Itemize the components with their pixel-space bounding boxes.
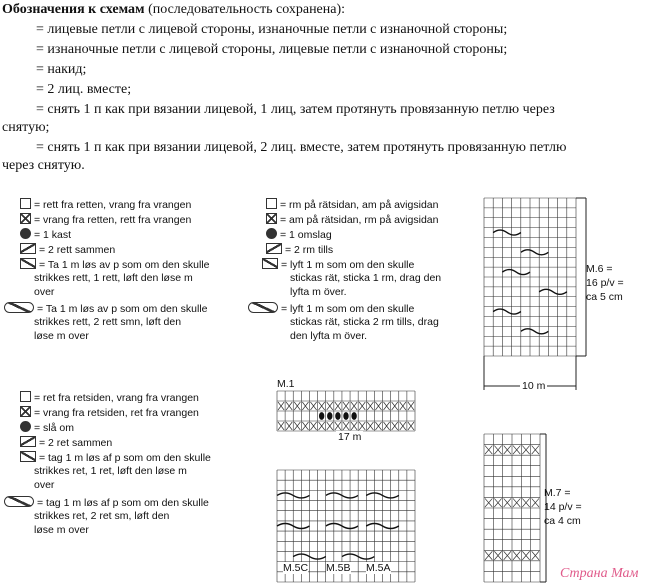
purl-symbol-icon	[266, 213, 277, 224]
ru-line-4: = 2 лиц. вместе;	[36, 82, 132, 97]
legend-dk-yo: = slå om	[20, 421, 74, 435]
chart-m6-caption	[586, 262, 624, 304]
legend-dk-skpo-2: strikkes ret, 1 ret, løft den løse m	[34, 465, 187, 477]
legend-dk-sk2po-3: løse m over	[34, 524, 89, 536]
k2tog-icon	[20, 243, 36, 254]
chart-m7-grid	[484, 434, 540, 584]
legend-no-sk2po-2: strikkes rett, 2 rett smn, løft den	[34, 316, 182, 328]
chart-m5b-label: M.5B	[326, 562, 351, 574]
chart-m6-width: 10 m	[522, 380, 546, 392]
legend-se-skpo-3: lyfta m över.	[290, 286, 347, 298]
legend-dk-k2tog: = 2 ret sammen	[20, 436, 112, 450]
ru-line-2: = изнаночные петли с лицевой стороны, лицевые петли с изнаночной стороны;	[36, 42, 508, 57]
skpo-icon	[20, 451, 36, 462]
legend-no-knit: = rett fra retten, vrang fra vrangen	[20, 198, 191, 212]
legend-se-purl: = am på rätsidan, rm på avigsidan	[266, 213, 438, 227]
knit-symbol-icon	[20, 198, 31, 209]
legend-dk-purl: = vrang fra retsiden, ret fra vrangen	[20, 406, 199, 420]
chart-m1-grid	[277, 391, 415, 431]
legend-no-skpo: = Ta 1 m løs av p som om den skulle	[20, 258, 210, 272]
knit-symbol-icon	[266, 198, 277, 209]
ru-title-note: (последовательность сохранена):	[148, 2, 346, 17]
legend-no-purl: = vrang fra retten, rett fra vrangen	[20, 213, 191, 227]
ru-line-1: = лицевые петли с лицевой стороны, изнаночные петли с изнаночной стороны;	[36, 22, 508, 37]
chart-m6-bracket	[576, 198, 588, 356]
yarn-over-icon	[266, 228, 277, 239]
yarn-over-icon	[20, 228, 31, 239]
legend-dk-sk2po-2: strikkes ret, 2 ret sm, løft den	[34, 510, 170, 522]
k2tog-icon	[266, 243, 282, 254]
chart-m5c-label: M.5C	[283, 562, 309, 574]
legend-se-knit: = rm på rätsidan, am på avigsidan	[266, 198, 438, 212]
legend-se-yo: = 1 omslag	[266, 228, 332, 242]
ru-title: Обозначения к схемам	[2, 2, 145, 17]
legend-se-k2tog: = 2 rm tills	[266, 243, 333, 257]
chart-m7-label: M.7 =	[544, 487, 571, 499]
legend-se-sk2po-3: den lyfta m över.	[290, 330, 368, 342]
chart-m5a-label: M.5A	[366, 562, 391, 574]
chart-m6-grid	[484, 198, 576, 356]
purl-symbol-icon	[20, 406, 31, 417]
chart-m6-rows: 16 p/v =	[586, 277, 624, 289]
ru-line-3: = накид;	[36, 62, 87, 77]
legend-no-k2tog: = 2 rett sammen	[20, 243, 115, 257]
legend-se-sk2po-2: stickas rät, sticka 2 rm tills, drag	[290, 316, 439, 328]
sk2po-icon	[4, 496, 34, 507]
chart-m7-size: ca 4 cm	[544, 515, 581, 527]
chart-m1-label: M.1	[277, 378, 295, 390]
watermark-text: Страна Мам	[560, 566, 639, 581]
legend-no-sk2po: = Ta 1 m løs av p som om den skulle	[4, 302, 208, 316]
legend-no-yo: = 1 kast	[20, 228, 71, 242]
chart-m7-rows: 14 p/v =	[544, 501, 582, 513]
ru-line-5: = снять 1 п как при вязании лицевой, 1 лиц, затем протянуть провязанную петлю через	[36, 102, 555, 117]
chart-m6-label: M.6 =	[586, 263, 613, 275]
legend-dk-skpo-3: over	[34, 479, 55, 491]
chart-m6-size: ca 5 cm	[586, 291, 623, 303]
legend-se-sk2po: = lyft 1 m som om den skulle	[248, 302, 414, 316]
yarn-over-icon	[20, 421, 31, 432]
sk2po-icon	[4, 302, 34, 313]
chart-m7-caption	[544, 486, 582, 528]
skpo-icon	[262, 258, 278, 269]
ru-title-line	[2, 2, 345, 18]
legend-se-skpo: = lyft 1 m som om den skulle	[262, 258, 414, 272]
legend-dk-knit: = ret fra retsiden, vrang fra vrangen	[20, 391, 199, 405]
purl-symbol-icon	[20, 213, 31, 224]
legend-no-sk2po-3: løse m over	[34, 330, 89, 342]
legend-dk-sk2po: = tag 1 m løs af p som om den skulle	[4, 496, 209, 510]
legend-no-skpo-2: strikkes rett, 1 rett, løft den løse m	[34, 272, 193, 284]
ru-line-8: через снятую.	[2, 158, 85, 173]
ru-line-7: = снять 1 п как при вязании лицевой, 2 лиц. вместе, затем протянуть провязанную петлю	[36, 140, 567, 155]
skpo-icon	[20, 258, 36, 269]
knit-symbol-icon	[20, 391, 31, 402]
k2tog-icon	[20, 436, 36, 447]
legend-se-skpo-2: stickas rät, sticka 1 rm, drag den	[290, 272, 442, 284]
legend-dk-skpo: = tag 1 m løs af p som om den skulle	[20, 451, 211, 465]
legend-no-skpo-3: over	[34, 286, 55, 298]
sk2po-icon	[248, 302, 278, 313]
chart-m1-width: 17 m	[338, 431, 362, 443]
ru-line-6: снятую;	[2, 120, 50, 135]
